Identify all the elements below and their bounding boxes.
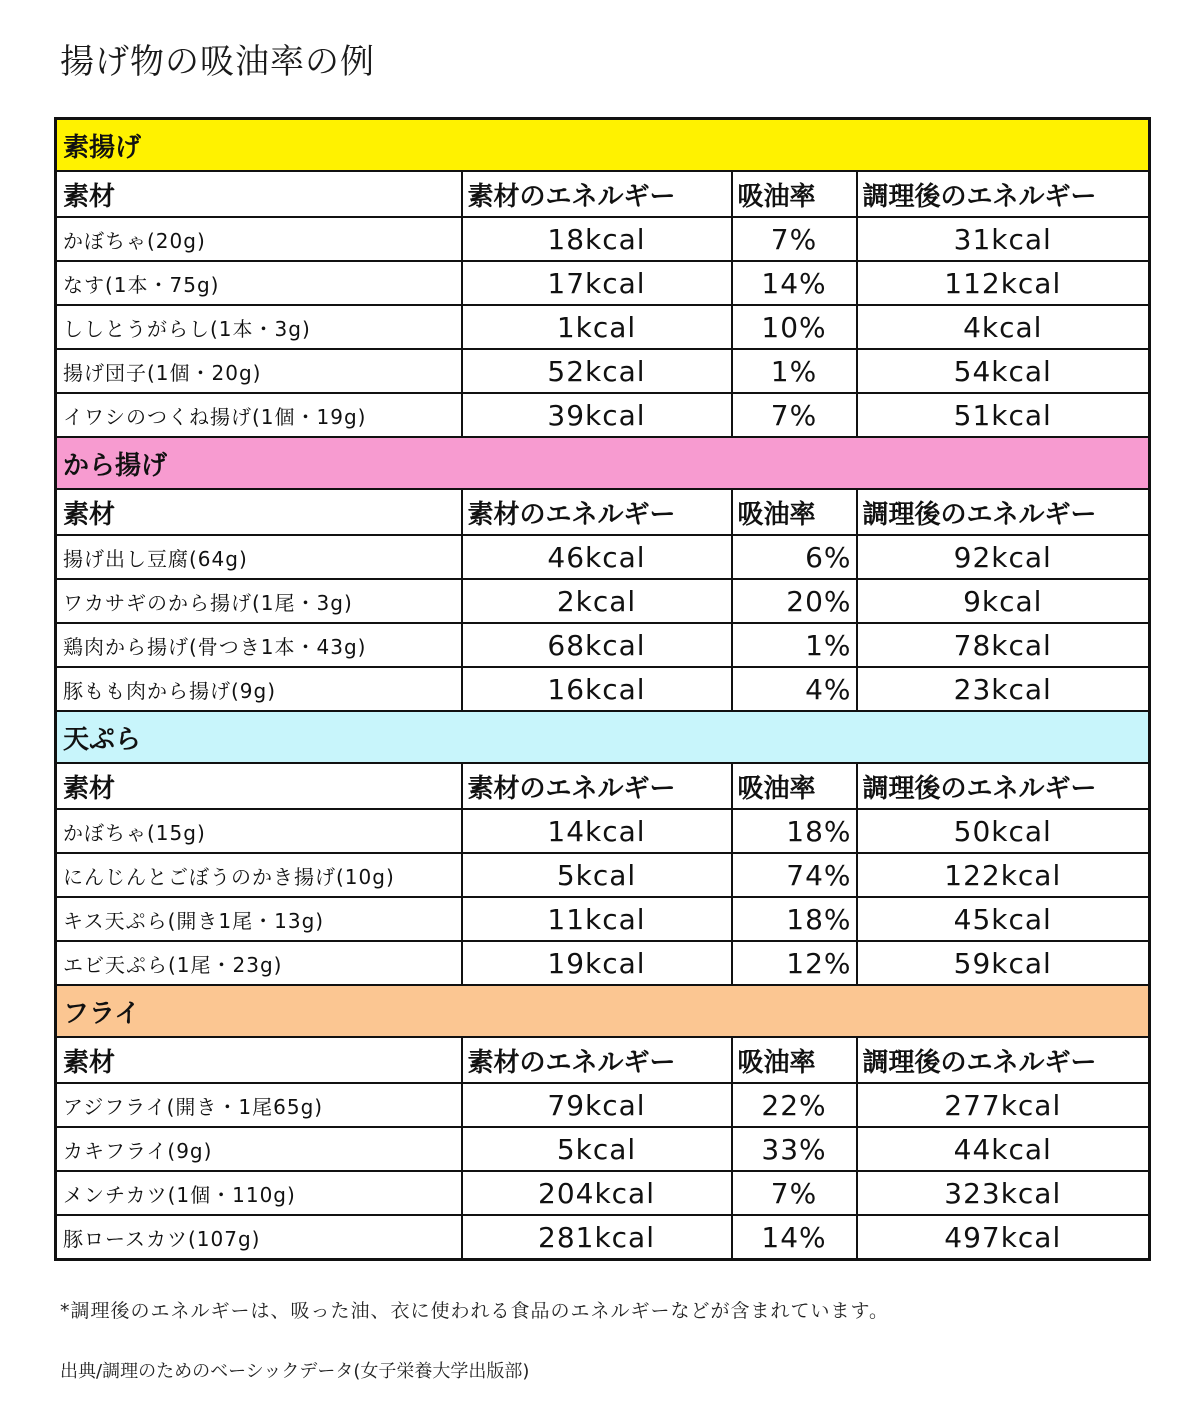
absorption-cell: 14% xyxy=(732,1215,857,1260)
table-row xyxy=(56,305,1150,349)
cooked-energy-cell: 9kcal xyxy=(857,579,1150,623)
raw-energy-cell: 19kcal xyxy=(462,941,732,985)
table-row xyxy=(56,535,1150,579)
table-row xyxy=(56,853,1150,897)
column-header-ingredient: 素材 xyxy=(56,489,462,535)
table-row xyxy=(56,1171,1150,1215)
absorption-cell: 1% xyxy=(732,623,857,667)
table-row xyxy=(56,1083,1150,1127)
raw-energy-cell: 46kcal xyxy=(462,535,732,579)
column-header-absorption: 吸油率 xyxy=(732,489,857,535)
section-title: から揚げ xyxy=(56,437,1150,489)
ingredient-cell: 豚もも肉から揚げ(9g) xyxy=(56,667,462,711)
raw-energy-cell: 18kcal xyxy=(462,217,732,261)
column-header-ingredient: 素材 xyxy=(56,171,462,217)
column-header-raw-energy: 素材のエネルギー xyxy=(462,489,732,535)
page-title: 揚げ物の吸油率の例 xyxy=(60,42,375,82)
raw-energy-cell: 1kcal xyxy=(462,305,732,349)
cooked-energy-cell: 51kcal xyxy=(857,393,1150,437)
section-header-karaage xyxy=(56,437,1150,489)
table-row xyxy=(56,941,1150,985)
cooked-energy-cell: 44kcal xyxy=(857,1127,1150,1171)
ingredient-cell: イワシのつくね揚げ(1個・19g) xyxy=(56,393,462,437)
raw-energy-cell: 16kcal xyxy=(462,667,732,711)
cooked-energy-cell: 31kcal xyxy=(857,217,1150,261)
table-row xyxy=(56,217,1150,261)
table-row xyxy=(56,897,1150,941)
column-header-row xyxy=(56,1037,1150,1083)
table-row xyxy=(56,623,1150,667)
table-row xyxy=(56,393,1150,437)
absorption-cell: 6% xyxy=(732,535,857,579)
ingredient-cell: ししとうがらし(1本・3g) xyxy=(56,305,462,349)
column-header-row xyxy=(56,489,1150,535)
oil-absorption-table xyxy=(54,117,1151,1261)
section-header-tempura xyxy=(56,711,1150,763)
raw-energy-cell: 68kcal xyxy=(462,623,732,667)
ingredient-cell: アジフライ(開き・1尾65g) xyxy=(56,1083,462,1127)
ingredient-cell: なす(1本・75g) xyxy=(56,261,462,305)
section-title: フライ xyxy=(56,985,1150,1037)
cooked-energy-cell: 78kcal xyxy=(857,623,1150,667)
absorption-cell: 7% xyxy=(732,217,857,261)
absorption-cell: 33% xyxy=(732,1127,857,1171)
absorption-cell: 4% xyxy=(732,667,857,711)
ingredient-cell: 揚げ出し豆腐(64g) xyxy=(56,535,462,579)
source-citation: 出典/調理のためのベーシックデータ(女子栄養大学出版部) xyxy=(60,1361,530,1382)
absorption-cell: 12% xyxy=(732,941,857,985)
cooked-energy-cell: 54kcal xyxy=(857,349,1150,393)
raw-energy-cell: 5kcal xyxy=(462,1127,732,1171)
cooked-energy-cell: 92kcal xyxy=(857,535,1150,579)
raw-energy-cell: 5kcal xyxy=(462,853,732,897)
column-header-row xyxy=(56,171,1150,217)
cooked-energy-cell: 277kcal xyxy=(857,1083,1150,1127)
absorption-cell: 7% xyxy=(732,393,857,437)
table-row xyxy=(56,349,1150,393)
column-header-absorption: 吸油率 xyxy=(732,171,857,217)
raw-energy-cell: 79kcal xyxy=(462,1083,732,1127)
raw-energy-cell: 17kcal xyxy=(462,261,732,305)
raw-energy-cell: 39kcal xyxy=(462,393,732,437)
ingredient-cell: エビ天ぷら(1尾・23g) xyxy=(56,941,462,985)
raw-energy-cell: 204kcal xyxy=(462,1171,732,1215)
column-header-cooked-energy: 調理後のエネルギー xyxy=(857,489,1150,535)
ingredient-cell: にんじんとごぼうのかき揚げ(10g) xyxy=(56,853,462,897)
table-row xyxy=(56,579,1150,623)
section-title: 天ぷら xyxy=(56,711,1150,763)
column-header-absorption: 吸油率 xyxy=(732,763,857,809)
column-header-raw-energy: 素材のエネルギー xyxy=(462,171,732,217)
section-header-suage xyxy=(56,119,1150,172)
raw-energy-cell: 52kcal xyxy=(462,349,732,393)
cooked-energy-cell: 122kcal xyxy=(857,853,1150,897)
absorption-cell: 20% xyxy=(732,579,857,623)
table-row xyxy=(56,667,1150,711)
section-header-fry xyxy=(56,985,1150,1037)
ingredient-cell: カキフライ(9g) xyxy=(56,1127,462,1171)
table-row xyxy=(56,1215,1150,1260)
absorption-cell: 10% xyxy=(732,305,857,349)
column-header-ingredient: 素材 xyxy=(56,1037,462,1083)
column-header-ingredient: 素材 xyxy=(56,763,462,809)
cooked-energy-cell: 50kcal xyxy=(857,809,1150,853)
raw-energy-cell: 11kcal xyxy=(462,897,732,941)
ingredient-cell: かぼちゃ(20g) xyxy=(56,217,462,261)
column-header-raw-energy: 素材のエネルギー xyxy=(462,1037,732,1083)
ingredient-cell: キス天ぷら(開き1尾・13g) xyxy=(56,897,462,941)
cooked-energy-cell: 59kcal xyxy=(857,941,1150,985)
column-header-absorption: 吸油率 xyxy=(732,1037,857,1083)
section-title: 素揚げ xyxy=(56,119,1150,172)
ingredient-cell: かぼちゃ(15g) xyxy=(56,809,462,853)
cooked-energy-cell: 23kcal xyxy=(857,667,1150,711)
raw-energy-cell: 2kcal xyxy=(462,579,732,623)
table-row xyxy=(56,261,1150,305)
absorption-cell: 74% xyxy=(732,853,857,897)
cooked-energy-cell: 4kcal xyxy=(857,305,1150,349)
ingredient-cell: 豚ロースカツ(107g) xyxy=(56,1215,462,1260)
raw-energy-cell: 281kcal xyxy=(462,1215,732,1260)
ingredient-cell: メンチカツ(1個・110g) xyxy=(56,1171,462,1215)
absorption-cell: 1% xyxy=(732,349,857,393)
column-header-cooked-energy: 調理後のエネルギー xyxy=(857,171,1150,217)
column-header-raw-energy: 素材のエネルギー xyxy=(462,763,732,809)
cooked-energy-cell: 323kcal xyxy=(857,1171,1150,1215)
cooked-energy-cell: 112kcal xyxy=(857,261,1150,305)
cooked-energy-cell: 45kcal xyxy=(857,897,1150,941)
absorption-cell: 7% xyxy=(732,1171,857,1215)
ingredient-cell: 鶏肉から揚げ(骨つき1本・43g) xyxy=(56,623,462,667)
table-row xyxy=(56,809,1150,853)
absorption-cell: 14% xyxy=(732,261,857,305)
ingredient-cell: ワカサギのから揚げ(1尾・3g) xyxy=(56,579,462,623)
footnote: *調理後のエネルギーは、吸った油、衣に使われる食品のエネルギーなどが含まれています。 xyxy=(60,1300,889,1322)
raw-energy-cell: 14kcal xyxy=(462,809,732,853)
column-header-cooked-energy: 調理後のエネルギー xyxy=(857,763,1150,809)
column-header-row xyxy=(56,763,1150,809)
absorption-cell: 22% xyxy=(732,1083,857,1127)
absorption-cell: 18% xyxy=(732,809,857,853)
absorption-cell: 18% xyxy=(732,897,857,941)
cooked-energy-cell: 497kcal xyxy=(857,1215,1150,1260)
column-header-cooked-energy: 調理後のエネルギー xyxy=(857,1037,1150,1083)
table-row xyxy=(56,1127,1150,1171)
ingredient-cell: 揚げ団子(1個・20g) xyxy=(56,349,462,393)
